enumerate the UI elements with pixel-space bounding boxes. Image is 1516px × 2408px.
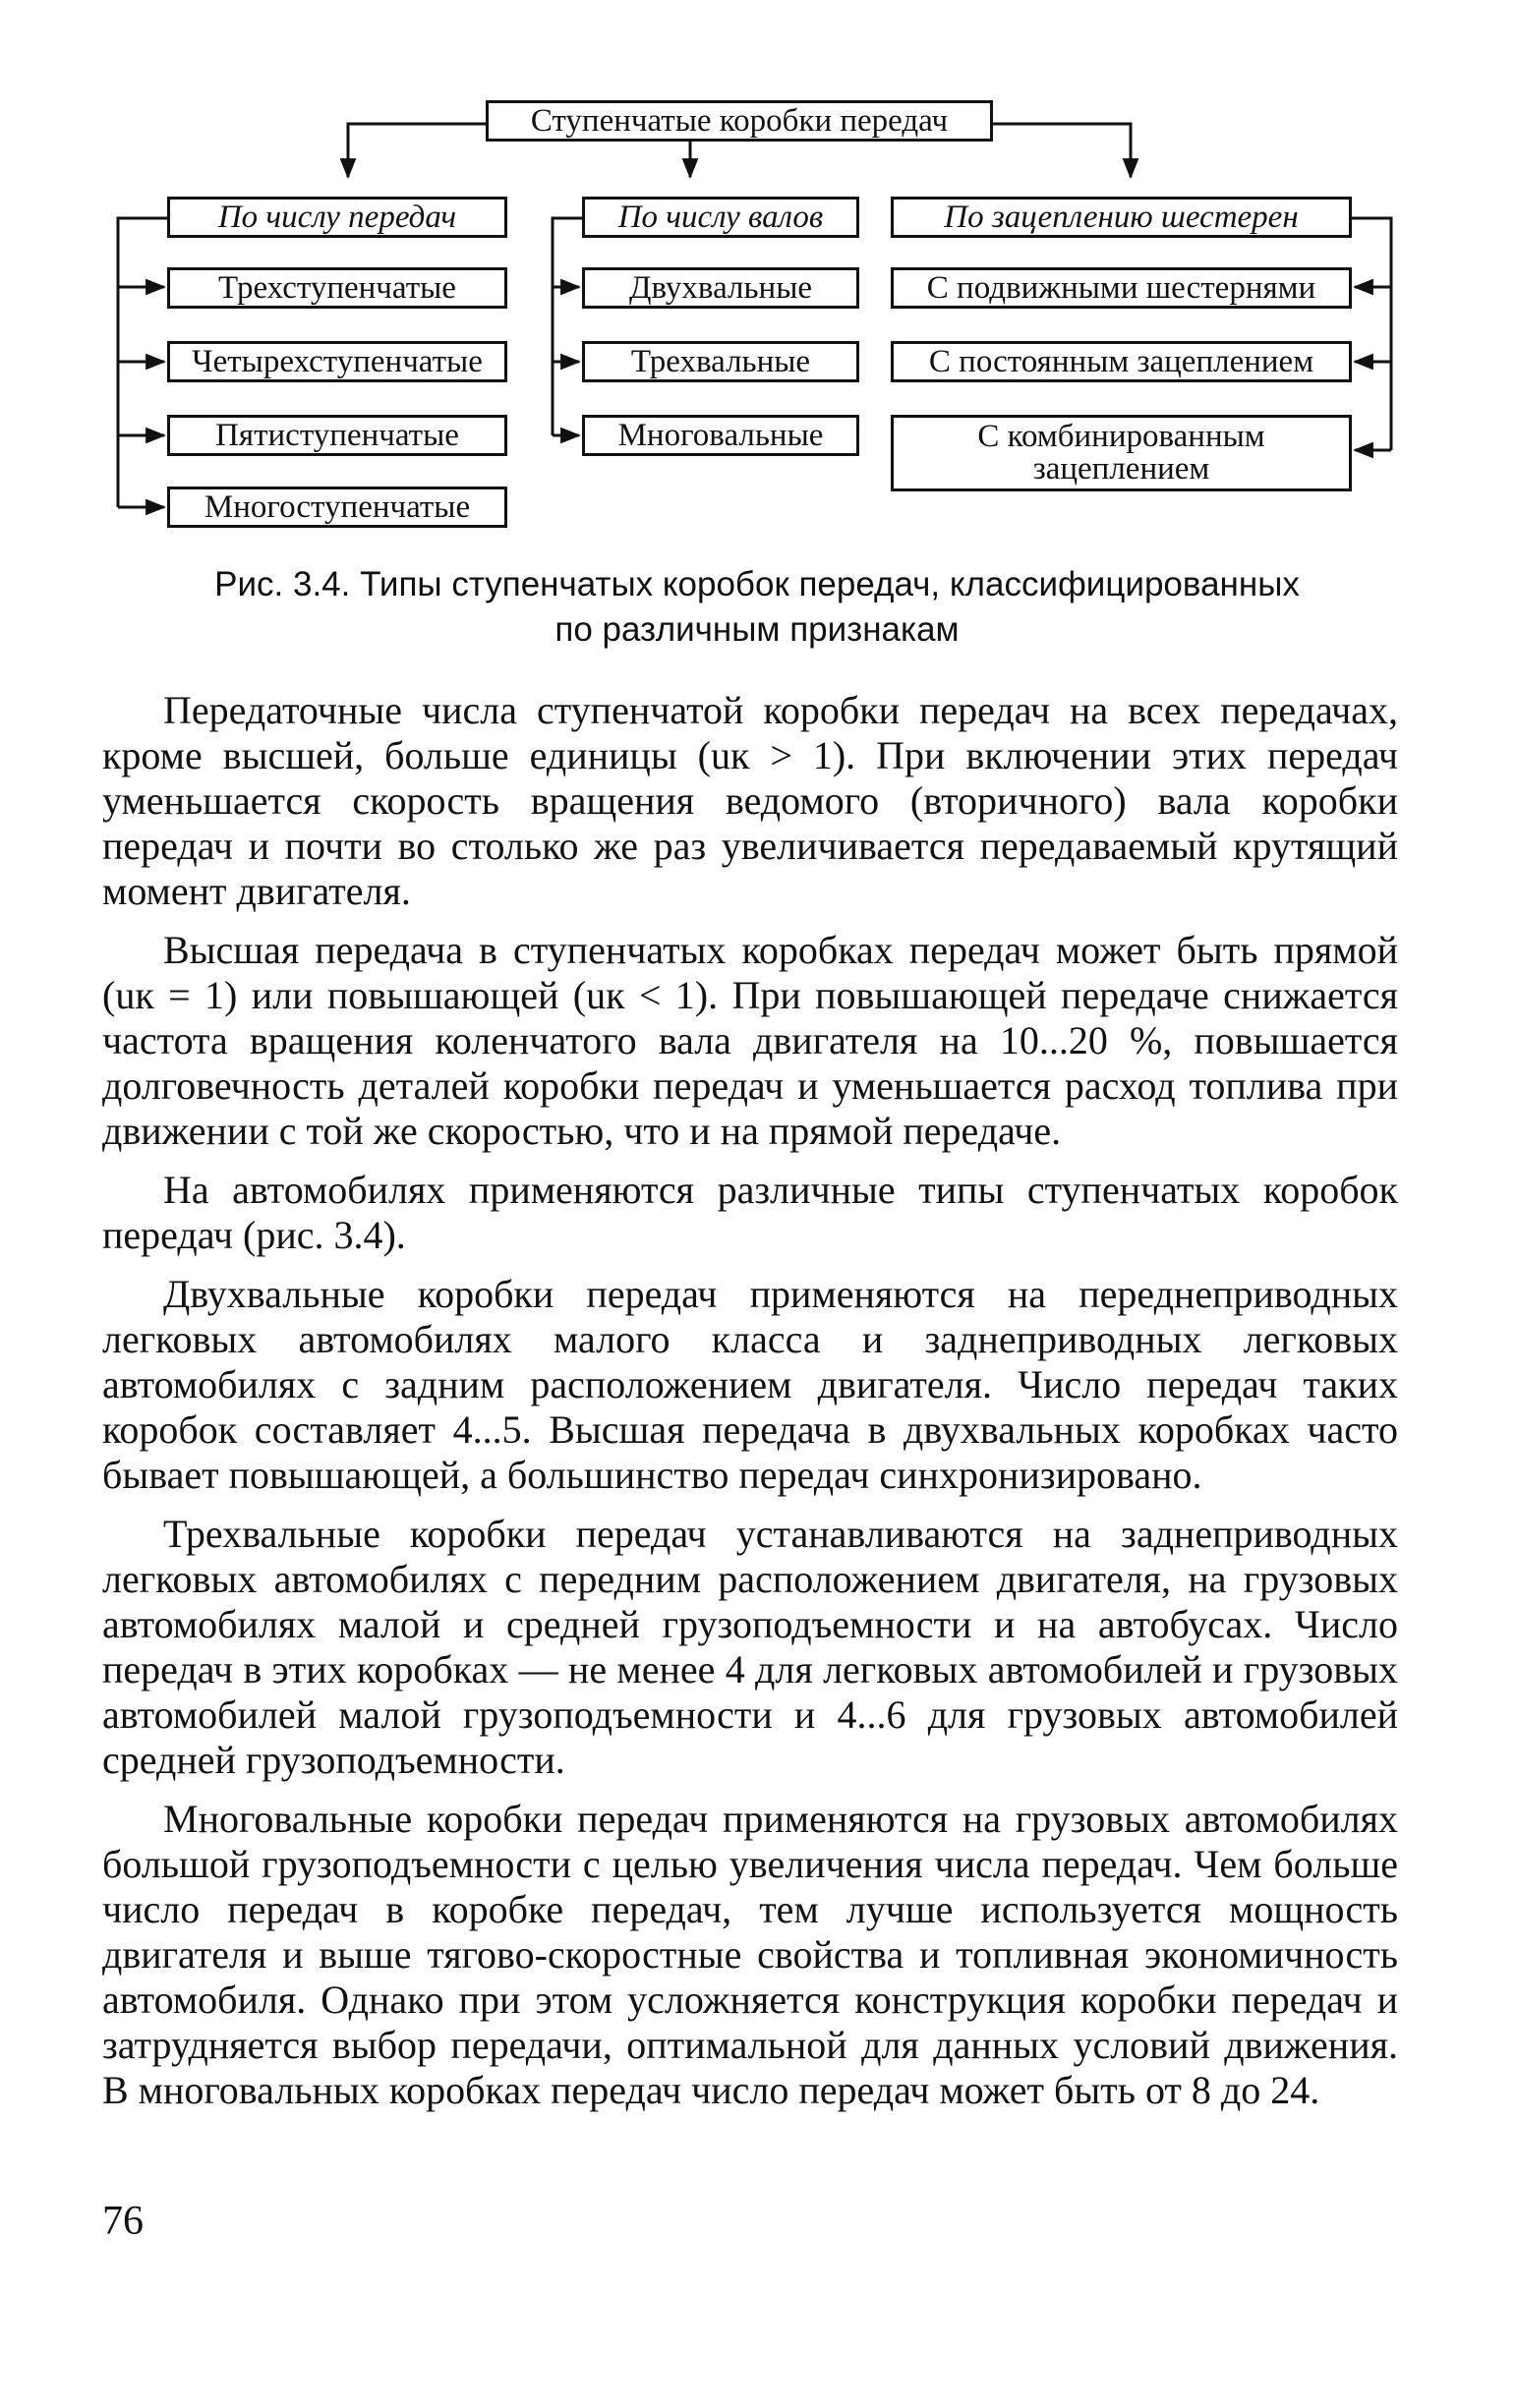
paragraph-6: Многовальные коробки передач применяются на грузовых автомобилях большой грузоподъемности с целью увеличения числа передач. Чем больше число передач в коробке передач, тем лучше используется мощность двигателя и выше тягово-скоростные свойства и топливная экономичность автомобиля. Однако при этом усложняется конструкция коробки передач и затрудняется выбор передачи, оптимальной для данных условий движения. В многовальных коробках передач число передач может быть от 8 до 24. [102,1797,1398,2112]
item-two-shaft: Двухвальные [582,267,859,309]
item-sliding-gears: С подвижными шестернями [891,267,1352,309]
item-three-speed: Трехступенчатые [167,267,507,309]
item-four-speed: Четырехступенчатые [167,341,507,382]
combined-line-1: С комбинированным [977,419,1265,454]
item-multi-speed: Многоступенчатые [167,487,507,528]
paragraph-2: Высшая передача в ступенчатых коробках передач может быть прямой (uк = 1) или повышающей (uк < 1). При повышающей передаче снижается частота вращения коленчатого вала двигателя на 10...20 %, повышается долговечность деталей коробки передач и уменьшается расход топлива при движении с той же скоростью, что и на прямой передаче. [102,928,1398,1153]
caption-line-1: Рис. 3.4. Типы ступенчатых коробок передач, классифицированных [214,565,1300,603]
group-by-gear-engagement: По зацеплению шестерен [891,197,1352,238]
combined-line-2: зацеплением [1032,451,1210,487]
item-multi-shaft: Многовальные [582,415,859,456]
paragraph-5: Трехвальные коробки передач устанавливаются на заднеприводных легковых автомобилях с передним расположением двигателя, на грузовых автомобилях малой и средней грузоподъемности и на автобусах. Число передач в этих коробках — не менее 4 для легковых автомобилей и грузовых автомобилей малой грузоподъемности и 4...6 для грузовых автомобилей средней грузоподъемности. [102,1512,1398,1782]
item-constant-mesh: С постоянным зацеплением [891,341,1352,382]
page-number: 76 [102,2199,144,2244]
body-text [102,688,1398,2127]
paragraph-3: На автомобилях применяются различные типы ступенчатых коробок передач (рис. 3.4). [102,1168,1398,1257]
paragraph-4: Двухвальные коробки передач применяются на переднеприводных легковых автомобилях малого класса и заднеприводных легковых автомобилях с задним расположением двигателя. Число передач таких коробок составляет 4...5. Высшая передача в двухвальных коробках часто бывает повышающей, а большинство передач синхронизировано. [102,1272,1398,1497]
root-box: Ступенчатые коробки передач [486,100,993,142]
paragraph-1: Передаточные числа ступенчатой коробки передач на всех передачах, кроме высшей, больше единицы (uк > 1). При включении этих передач уменьшается скорость вращения ведомого (вторичного) вала коробки передач и почти во столько же раз увеличивается передаваемый крутящий момент двигателя. [102,688,1398,913]
group-by-shafts-count: По числу валов [582,197,859,238]
figure-caption [98,562,1416,653]
item-three-shaft: Трехвальные [582,341,859,382]
group-by-gears-count: По числу передач [167,197,507,238]
item-five-speed: Пятиступенчатые [167,415,507,456]
caption-line-2: по различным признакам [554,610,960,649]
item-combined-mesh [891,415,1352,491]
